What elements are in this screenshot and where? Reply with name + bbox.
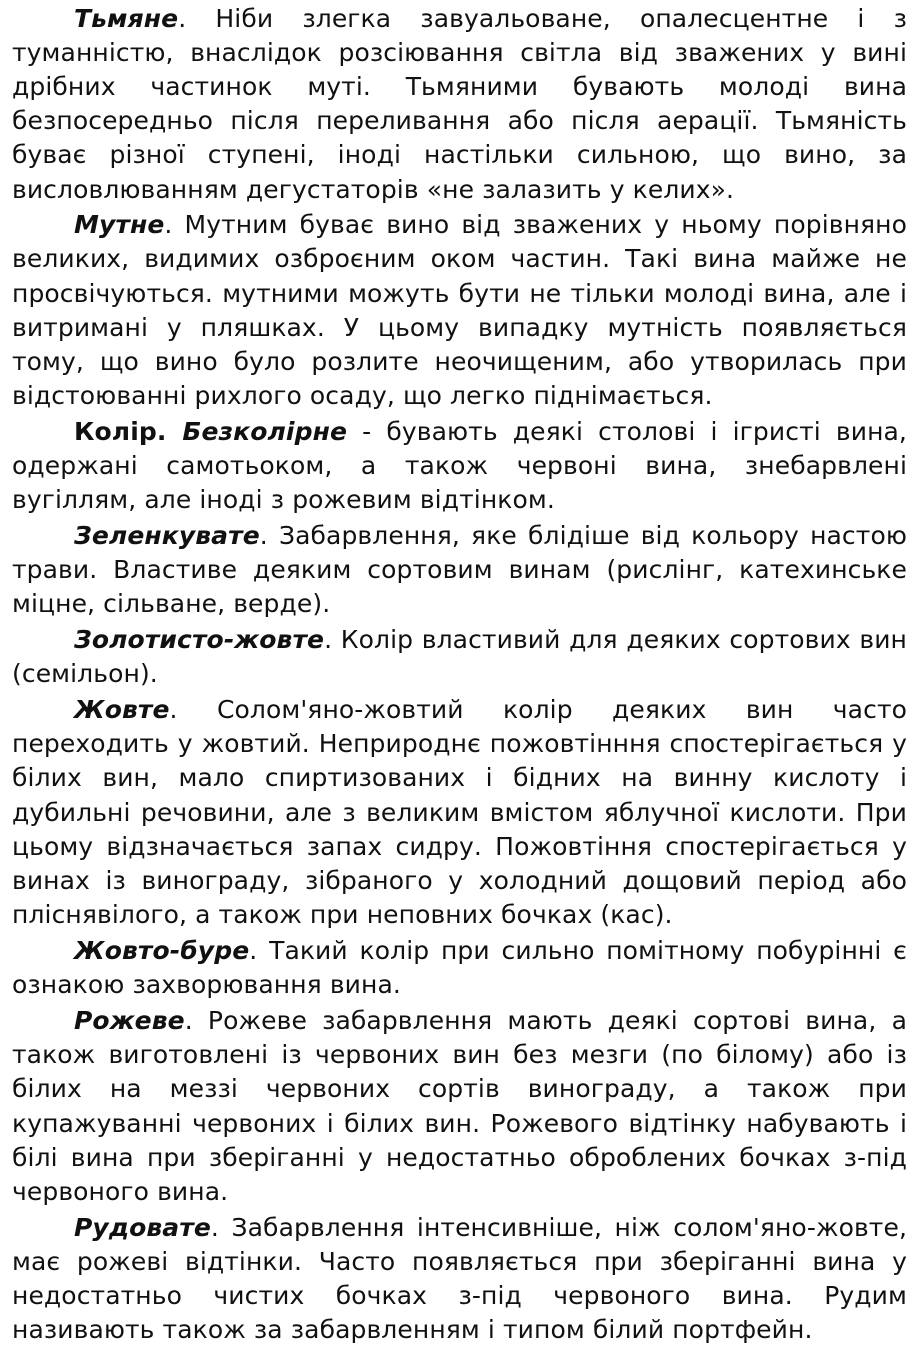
paragraph-text: . Забарвлення інтенсивніше, ніж солом'яно-жовте, має рожеві відтінки. Часто появляється при зберіганні вина у недостатньо чистих бочках з-під червоного вина. Рудим називають також за забарвленням і типом білий портфейн. (12, 1212, 907, 1345)
section-heading-color: Колір. (74, 416, 183, 446)
paragraph-tmyane (12, 0, 907, 207)
term-tmyane: Тьмяне (74, 3, 179, 33)
paragraph-text: . Мутним буває вино від зважених у ньому порівняно великих, видимих озброєним оком частин. Такі вина майже не просвічуються. мутними можуть бути не тільки молоді вина, але і витримані у пляшках. У цьому випадку мутність появляється тому, що вино було розлите неочищеним, або утворилась при відстоюванні рихлого осаду, що легко піднімається. (12, 210, 907, 411)
paragraph-zelenkuvate (12, 518, 907, 622)
paragraph-text: . Ніби злегка завуальоване, опалесцентне і з туманністю, внаслідок розсіювання світла від зважених у вині дрібних частинок муті. Тьмяними бувають молоді вина безпосередньо після переливання або після аерації. Тьмяність буває різної ступені, іноді настільки сильною, що вино, за висловлюванням дегустаторів «не залазить у келих». (12, 3, 907, 204)
paragraph-zhovto-bure (12, 932, 907, 1002)
paragraph-text: . Солом'яно-жовтий колір деяких вин часто переходить у жовтий. Неприроднє пожовтінння спостерігається у білих вин, мало спиртизованих і бідних на винну кислоту і дубильні речовини, але з великим вмістом яблучної кислоти. При цьому відзначається запах сидру. Пожовтіння спостерігається у винах із винограду, зібраного у холодний дощовий період або пліснявілого, а також при неповних бочках (кас). (12, 695, 907, 930)
paragraph-text: . Забарвлення, яке блідіше від кольору настою трави. Властиве деяким сортовим винам (рислінг, катехинське міцне, сільване, верде). (12, 521, 907, 619)
paragraph-text: . Рожеве забарвлення мають деякі сортові вина, а також виготовлені із червоних вин без мезги (по білому) або із білих на меззі червоних сортів винограду, а також при купажуванні червоних і білих вин. Рожевого відтінку набувають і білі вина при зберіганні у недостатньо оброблених бочках з-під червоного вина. (12, 1005, 907, 1206)
term-zolotysto-zhovte: Золотисто-жовте (74, 625, 325, 655)
term-bezkolirne: Безколірне (182, 416, 348, 446)
paragraph-mutne (12, 207, 907, 414)
term-zhovto-bure: Жовто-буре (74, 935, 250, 965)
term-zhovte: Жовте (74, 695, 170, 725)
paragraph-rozheve (12, 1002, 907, 1209)
paragraph-zolotysto-zhovte (12, 622, 907, 692)
term-rudovate: Рудовате (74, 1212, 211, 1242)
paragraph-text: - бувають деякі столові і ігристі вина, одержані самотьоком, а також червоні вина, знебарвлені вугіллям, але іноді з рожевим відтінком. (12, 416, 907, 515)
term-zelenkuvate: Зеленкувате (74, 521, 260, 551)
paragraph-bezkolirne (12, 413, 907, 517)
term-rozheve: Рожеве (74, 1005, 185, 1035)
term-mutne: Мутне (74, 210, 165, 240)
paragraph-text: . Колір властивий для деяких сортових вин (семільон). (12, 625, 907, 689)
paragraph-text: . Такий колір при сильно помітному побурінні є ознакою захворювання вина. (12, 935, 907, 1000)
paragraph-rudovate (12, 1209, 907, 1347)
paragraph-zhovte (12, 692, 907, 933)
document-page (12, 0, 907, 1347)
